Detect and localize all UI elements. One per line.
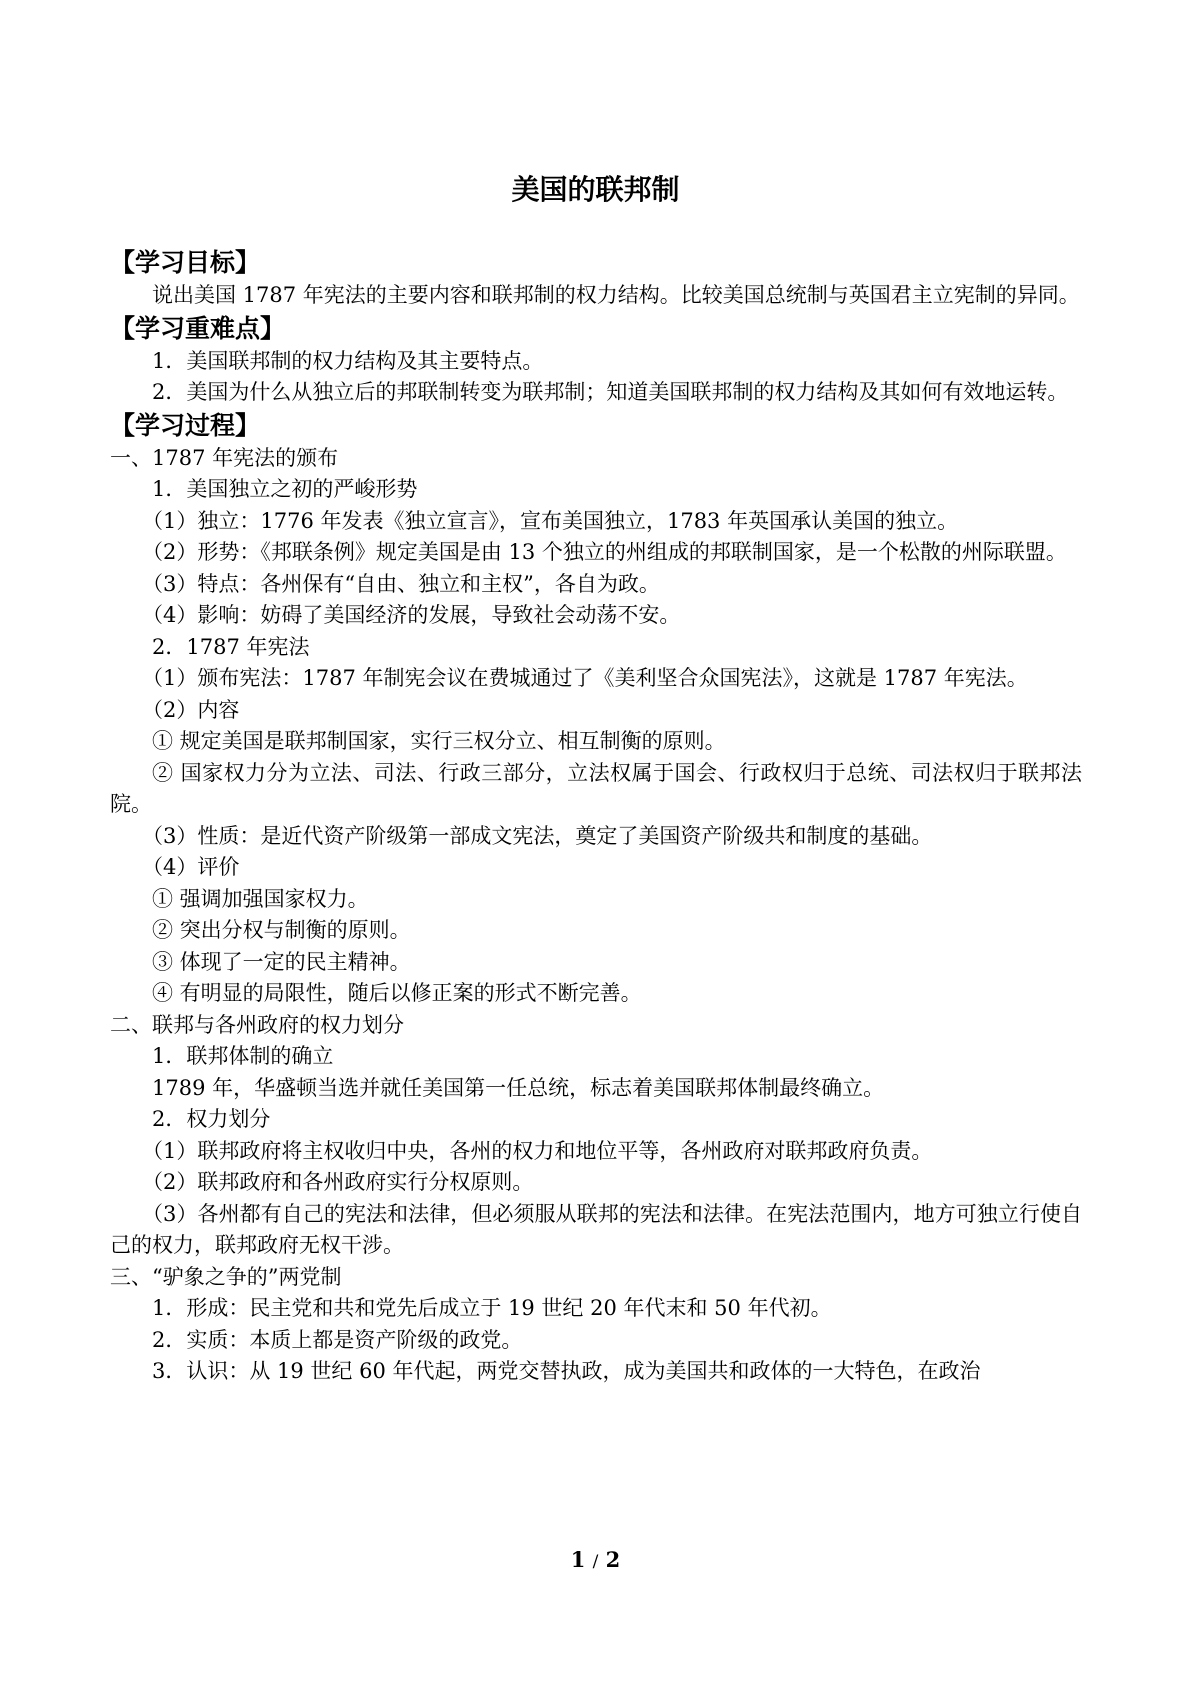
key-points-heading: 【学习重难点】 (110, 313, 286, 343)
part2-sub2-item: （2）联邦政府和各州政府实行分权原则。 (142, 1170, 534, 1194)
current-page-number: 1 (570, 1547, 586, 1572)
constitution-promulgation: （1）颁布宪法：1787 年制宪会议在费城通过了《美利坚合众国宪法》，这就是 1787 年宪法。 (142, 666, 1028, 690)
constitution-content-item: ① 规定美国是联邦制国家，实行三权分立、相互制衡的原则。 (152, 729, 726, 753)
part1-sub2-title: 2．1787 年宪法 (152, 634, 310, 659)
part2-title: 二、联邦与各州政府的权力划分 (110, 1012, 404, 1037)
part1-sub1-item: （2）形势：《邦联条例》规定美国是由 13 个独立的州组成的邦联制国家，是一个松散的州际联盟。 (142, 540, 1067, 564)
constitution-nature: （3）性质：是近代资产阶级第一部成文宪法，奠定了美国资产阶级共和制度的基础。 (142, 823, 933, 848)
objectives-heading: 【学习目标】 (110, 248, 261, 277)
key-point-item: 1．美国联邦制的权力结构及其主要特点。 (152, 348, 544, 373)
page-title: 美国的联邦制 (511, 173, 680, 206)
key-point-item: 2．美国为什么从独立后的邦联制转变为联邦制；知道美国联邦制的权力结构及其如何有效地运转。 (152, 380, 1069, 404)
total-page-number: 2 (605, 1547, 621, 1572)
constitution-content-title: （2）内容 (142, 697, 240, 722)
part3-item: 2．实质：本质上都是资产阶级的政党。 (152, 1327, 523, 1352)
part2-sub2-item: （1）联邦政府将主权收归中央，各州的权力和地位平等，各州政府对联邦政府负责。 (142, 1138, 933, 1163)
part1-sub1-item: （1）独立：1776 年发表《独立宣言》，宣布美国独立，1783 年英国承认美国的独立。 (142, 508, 959, 533)
constitution-evaluation-item: ④ 有明显的局限性，随后以修正案的形式不断完善。 (152, 981, 642, 1005)
part2-sub1-text: 1789 年，华盛顿当选并就任美国第一任总统，标志着美国联邦体制最终确立。 (152, 1075, 885, 1100)
part1-sub1-item: （4）影响：妨碍了美国经济的发展，导致社会动荡不安。 (142, 603, 681, 627)
part1-sub1-item: （3）特点：各州保有“自由、独立和主权”，各自为政。 (142, 571, 660, 596)
part2-sub2-item: （3）各州都有自己的宪法和法律，但必须服从联邦的宪法和法律。在宪法范围内，地方可独立行使自己的权力，联邦政府无权干涉。 (110, 1201, 1082, 1257)
part3-item: 3．认识：从 19 世纪 60 年代起，两党交替执政，成为美国共和政体的一大特色，在政治 (152, 1359, 981, 1383)
part3-title: 三、“驴象之争的”两党制 (110, 1264, 342, 1289)
constitution-evaluation-item: ① 强调加强国家权力。 (152, 886, 369, 911)
page-separator: / (592, 1552, 599, 1572)
part1-title: 一、1787 年宪法的颁布 (110, 445, 339, 470)
constitution-evaluation-item: ② 突出分权与制衡的原则。 (152, 918, 411, 942)
page-number (0, 1546, 1191, 1576)
constitution-evaluation-item: ③ 体现了一定的民主精神。 (152, 949, 411, 974)
part3-item: 1．形成：民主党和共和党先后成立于 19 世纪 20 年代末和 50 年代初。 (152, 1296, 832, 1320)
document-body (110, 246, 1082, 1388)
part1-sub1-title: 1．美国独立之初的严峻形势 (152, 477, 418, 501)
part2-sub1-title: 1．联邦体制的确立 (152, 1044, 334, 1068)
process-heading: 【学习过程】 (110, 410, 261, 440)
part2-sub2-title: 2．权力划分 (152, 1107, 271, 1131)
objectives-text: 说出美国 1787 年宪法的主要内容和联邦制的权力结构。比较美国总统制与英国君主立宪制的异同。 (152, 283, 1080, 307)
constitution-content-item: ② 国家权力分为立法、司法、行政三部分，立法权属于国会、行政权归于总统、司法权归于联邦法院。 (110, 760, 1082, 816)
constitution-evaluation-title: （4）评价 (142, 855, 240, 879)
